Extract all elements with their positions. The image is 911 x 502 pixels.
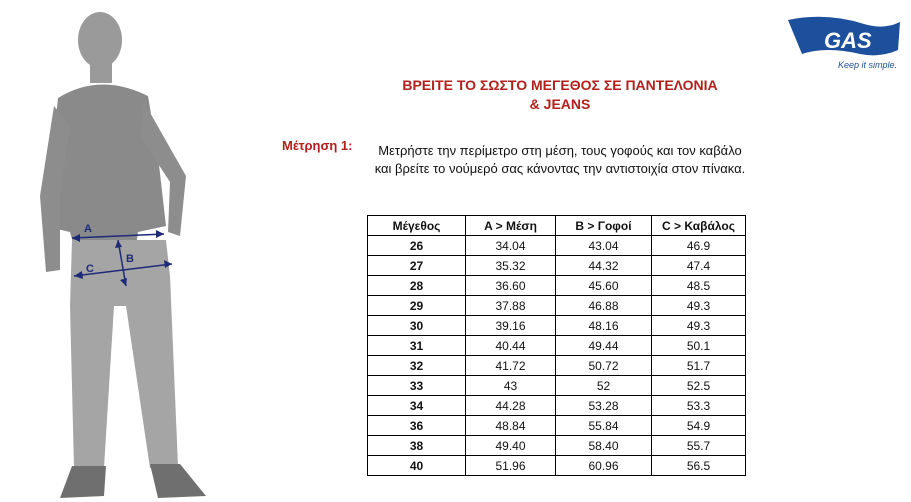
- cell-hips: 49.44: [556, 336, 652, 356]
- cell-waist: 48.84: [466, 416, 556, 436]
- cell-hips: 50.72: [556, 356, 652, 376]
- cell-hips: 44.32: [556, 256, 652, 276]
- table-row: [368, 296, 746, 316]
- cell-waist: 34.04: [466, 236, 556, 256]
- cell-crotch: 49.3: [652, 296, 746, 316]
- cell-waist: 35.32: [466, 256, 556, 276]
- cell-hips: 52: [556, 376, 652, 396]
- cell-waist: 40.44: [466, 336, 556, 356]
- cell-size: 32: [368, 356, 466, 376]
- cell-crotch: 47.4: [652, 256, 746, 276]
- cell-crotch: 56.5: [652, 456, 746, 476]
- cell-crotch: 48.5: [652, 276, 746, 296]
- table-row: [368, 336, 746, 356]
- cell-size: 27: [368, 256, 466, 276]
- marker-b: B: [126, 253, 134, 265]
- cell-size: 38: [368, 436, 466, 456]
- cell-crotch: 49.3: [652, 316, 746, 336]
- marker-a: A: [84, 223, 92, 235]
- table-row: [368, 416, 746, 436]
- logo-tagline: Keep it simple.: [838, 60, 898, 70]
- page-title: [360, 76, 760, 114]
- cell-waist: 51.96: [466, 456, 556, 476]
- table-row: [368, 396, 746, 416]
- table-header-row: [368, 216, 746, 236]
- cell-hips: 43.04: [556, 236, 652, 256]
- cell-hips: 53.28: [556, 396, 652, 416]
- measurement-instructions: Μετρήστε την περίμετρο στη μέση, τους γοφούς και τον καβάλο και βρείτε το νούμερό σας κάνοντας την αντιστοιχία στον πίνακα.: [374, 143, 746, 176]
- cell-waist: 37.88: [466, 296, 556, 316]
- header-waist: A > Μέση: [466, 216, 556, 236]
- cell-hips: 60.96: [556, 456, 652, 476]
- model-head: [78, 12, 122, 68]
- cell-hips: 48.16: [556, 316, 652, 336]
- cell-waist: 44.28: [466, 396, 556, 416]
- title-line-2: & JEANS: [529, 96, 591, 112]
- table-row: [368, 316, 746, 336]
- cell-size: 31: [368, 336, 466, 356]
- header-size: Μέγεθος: [368, 216, 466, 236]
- cell-crotch: 54.9: [652, 416, 746, 436]
- cell-waist: 36.60: [466, 276, 556, 296]
- cell-waist: 43: [466, 376, 556, 396]
- model-shoes: [60, 464, 206, 498]
- cell-size: 28: [368, 276, 466, 296]
- title-line-1: ΒΡΕΙΤΕ ΤΟ ΣΩΣΤΟ ΜΕΓΕΘΟΣ ΣΕ ΠΑΝΤΕΛΟΝΙΑ: [402, 77, 718, 93]
- logo-wordmark: GAS: [824, 28, 872, 53]
- cell-size: 36: [368, 416, 466, 436]
- cell-hips: 55.84: [556, 416, 652, 436]
- measurement-label: Μέτρηση 1:: [282, 138, 353, 153]
- cell-waist: 39.16: [466, 316, 556, 336]
- table-row: [368, 376, 746, 396]
- table-row: [368, 456, 746, 476]
- model-figure: [30, 6, 230, 502]
- header-crotch: C > Καβάλος: [652, 216, 746, 236]
- cell-hips: 46.88: [556, 296, 652, 316]
- cell-crotch: 46.9: [652, 236, 746, 256]
- cell-hips: 58.40: [556, 436, 652, 456]
- cell-crotch: 55.7: [652, 436, 746, 456]
- cell-size: 26: [368, 236, 466, 256]
- cell-crotch: 53.3: [652, 396, 746, 416]
- table-row: [368, 236, 746, 256]
- cell-hips: 45.60: [556, 276, 652, 296]
- table-row: [368, 276, 746, 296]
- cell-crotch: 52.5: [652, 376, 746, 396]
- table-row: [368, 436, 746, 456]
- cell-crotch: 50.1: [652, 336, 746, 356]
- cell-size: 33: [368, 376, 466, 396]
- cell-size: 30: [368, 316, 466, 336]
- header-hips: B > Γοφοί: [556, 216, 652, 236]
- table-row: [368, 256, 746, 276]
- size-table: [367, 215, 746, 476]
- table-row: [368, 356, 746, 376]
- cell-waist: 41.72: [466, 356, 556, 376]
- cell-waist: 49.40: [466, 436, 556, 456]
- cell-crotch: 51.7: [652, 356, 746, 376]
- cell-size: 34: [368, 396, 466, 416]
- cell-size: 29: [368, 296, 466, 316]
- model-neck: [90, 61, 112, 83]
- marker-c: C: [86, 263, 94, 275]
- cell-size: 40: [368, 456, 466, 476]
